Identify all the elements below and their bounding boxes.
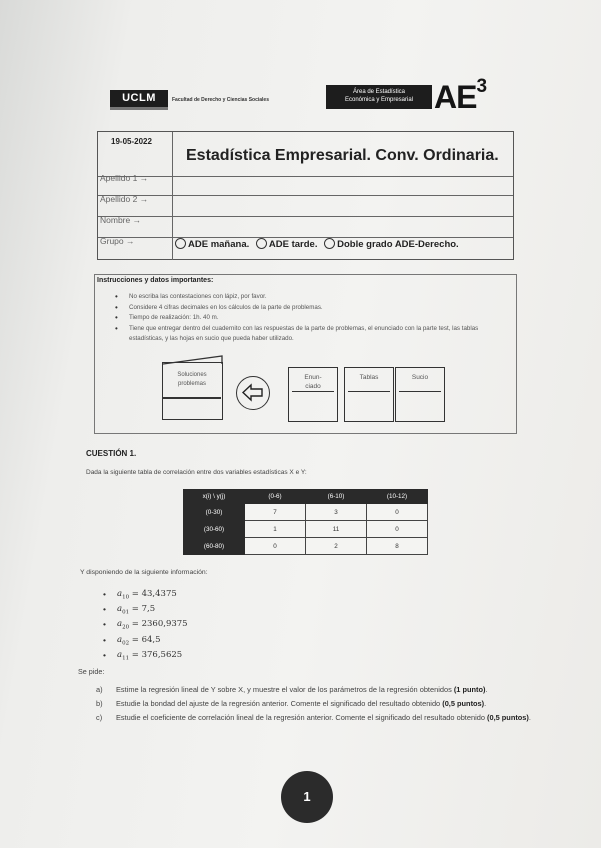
moment-value: = 64,5 bbox=[131, 634, 161, 645]
part-points: (0,5 puntos) bbox=[487, 713, 529, 722]
part-tail: . bbox=[484, 699, 487, 708]
sucio-doc-icon bbox=[395, 367, 445, 422]
row-divider bbox=[98, 195, 513, 196]
instructions-title: Instrucciones y datos importantes: bbox=[97, 277, 214, 284]
field-apellido-1-label: Apellido 1 → bbox=[100, 173, 149, 183]
question-title: CUESTIÓN 1. bbox=[86, 449, 137, 458]
header-divider bbox=[172, 132, 173, 176]
question-part bbox=[96, 698, 536, 709]
moment-item: • $a_{10} = 43,4375$ bbox=[103, 589, 188, 604]
table-row bbox=[184, 521, 428, 538]
sucio-label: Sucio bbox=[411, 374, 429, 381]
moment-item: • $a_{11} = 376,5625$ bbox=[103, 650, 188, 665]
question-parts bbox=[96, 684, 536, 726]
table-cell: 11 bbox=[306, 521, 367, 538]
solutions-booklet-label bbox=[163, 371, 221, 389]
table-cell: 7 bbox=[245, 504, 306, 521]
ae-logo-superscript: 3 bbox=[476, 76, 487, 98]
question-part bbox=[96, 712, 536, 723]
table-header-cell: (10-12) bbox=[367, 490, 428, 504]
moment-subscript: 01 bbox=[122, 609, 130, 616]
row-label: (0-30) bbox=[184, 504, 245, 521]
moment-value: = 2360,9375 bbox=[131, 619, 188, 630]
solutions-label-line-2: problemas bbox=[177, 381, 206, 387]
row-label: (60-80) bbox=[184, 538, 245, 555]
enunciado-label bbox=[289, 373, 337, 391]
table-row bbox=[184, 504, 428, 521]
uclm-logo-underline bbox=[110, 107, 168, 110]
table-header-cell: (6-10) bbox=[306, 490, 367, 504]
part-points: (0,5 puntos) bbox=[442, 699, 485, 708]
instruction-item: • No escriba las contestaciones con lápiz, por favor. bbox=[129, 292, 509, 303]
table-header-cell: x(i) \ y(j) bbox=[184, 490, 245, 504]
moment-subscript: 02 bbox=[122, 640, 130, 647]
part-letter: c) bbox=[96, 713, 103, 722]
part-text: Estudie el coeficiente de correlación lineal de la regresión anterior. Comente el significado del resultado obtenido bbox=[116, 713, 487, 722]
row-divider bbox=[98, 216, 513, 217]
arrow-left-icon bbox=[236, 376, 270, 410]
part-points: (1 punto) bbox=[453, 685, 486, 694]
table-cell: 0 bbox=[367, 504, 428, 521]
area-line-1: Área de Estadística bbox=[352, 89, 406, 95]
row-divider bbox=[98, 176, 513, 177]
tablas-doc-icon bbox=[344, 367, 394, 422]
field-apellido-2-label: Apellido 2 → bbox=[100, 194, 149, 204]
tablas-label: Tablas bbox=[359, 374, 379, 381]
table-cell: 8 bbox=[367, 538, 428, 555]
correlation-table bbox=[183, 489, 428, 555]
page-number: 1 bbox=[281, 771, 333, 823]
exam-header-table bbox=[97, 131, 514, 260]
moment-subscript: 11 bbox=[122, 655, 130, 662]
moment-subscript: 10 bbox=[122, 594, 130, 601]
moment-item: • $a_{02} = 64,5$ bbox=[103, 635, 188, 650]
booklet-fold bbox=[163, 397, 221, 399]
table-cell: 3 bbox=[306, 504, 367, 521]
part-text: Estudie la bondad del ajuste de la regresión anterior. Comente el significado del resultado obtenido bbox=[116, 699, 443, 708]
instruction-item: • Tiene que entregar dentro del cuadernito con las respuestas de la parte de problemas, el enunciado con la parte test, las tablas estadísticas, y las hojas en sucio que pueda haber utilizado. bbox=[129, 324, 509, 345]
moments-list bbox=[103, 589, 188, 665]
table-cell: 0 bbox=[245, 538, 306, 555]
group-option-doble-grado: Doble grado ADE-Derecho. bbox=[337, 239, 459, 250]
radio-circle-icon[interactable] bbox=[324, 238, 335, 249]
ae3-logo bbox=[434, 76, 487, 116]
moment-value: = 7,5 bbox=[131, 604, 156, 615]
uclm-logo bbox=[110, 90, 168, 107]
question-part bbox=[96, 684, 536, 695]
part-tail: . bbox=[528, 713, 531, 722]
table-cell: 2 bbox=[306, 538, 367, 555]
info-intro: Y disponiendo de la siguiente información: bbox=[80, 569, 208, 576]
ae-logo-text: AE bbox=[434, 79, 477, 115]
moment-subscript: 20 bbox=[122, 625, 130, 632]
exam-title: Estadística Empresarial. Conv. Ordinaria. bbox=[186, 147, 499, 164]
moment-item: • $a_{20} = 2360,9375$ bbox=[103, 619, 188, 634]
instruction-item: • Considere 4 cifras decimales en los cálculos de la parte de problemas. bbox=[129, 303, 509, 314]
field-divider bbox=[172, 176, 173, 260]
booklet-cover-icon bbox=[162, 355, 224, 365]
uclm-logo-text: UCLM bbox=[122, 92, 156, 104]
instructions-box bbox=[94, 274, 517, 434]
area-logo bbox=[326, 85, 432, 109]
part-letter: b) bbox=[96, 699, 103, 708]
moment-item: • $a_{01} = 7,5$ bbox=[103, 604, 188, 619]
area-line-2: Económica y Empresarial bbox=[344, 97, 414, 103]
moment-value: = 43,4375 bbox=[131, 589, 177, 599]
group-option-tarde: ADE tarde. bbox=[268, 239, 318, 250]
enunciado-label-line-2: ciado bbox=[305, 383, 321, 390]
se-pide-label: Se pide: bbox=[78, 667, 105, 676]
part-text: Estime la regresión lineal de Y sobre X, y muestre el valor de los parámetros de la regresión obtenidos bbox=[116, 685, 454, 694]
solutions-label-line-1: Soluciones bbox=[177, 372, 207, 378]
table-header-row bbox=[184, 490, 428, 504]
table-row bbox=[184, 538, 428, 555]
moment-value: = 376,5625 bbox=[131, 649, 183, 660]
faculty-name: Facultad de Derecho y Ciencias Sociales bbox=[172, 97, 269, 103]
part-tail: . bbox=[485, 685, 488, 694]
enunciado-doc-icon bbox=[288, 367, 338, 422]
instructions-list bbox=[129, 292, 509, 345]
radio-circle-icon[interactable] bbox=[175, 238, 186, 249]
arrow-left-glyph bbox=[237, 377, 268, 408]
group-options bbox=[175, 238, 459, 250]
table-header-cell: (0-6) bbox=[245, 490, 306, 504]
solutions-booklet-icon bbox=[162, 362, 223, 420]
part-letter: a) bbox=[96, 685, 103, 694]
exam-date: 19-05-2022 bbox=[111, 137, 152, 146]
instruction-item: • Tiempo de realización: 1h. 40 m. bbox=[129, 313, 509, 324]
table-cell: 1 bbox=[245, 521, 306, 538]
table-cell: 0 bbox=[367, 521, 428, 538]
field-grupo-label: Grupo → bbox=[100, 236, 135, 246]
group-option-manana: ADE mañana. bbox=[188, 239, 250, 250]
enunciado-label-line-1: Enun- bbox=[304, 374, 322, 381]
field-nombre-label: Nombre → bbox=[100, 215, 142, 225]
radio-circle-icon[interactable] bbox=[256, 238, 267, 249]
row-label: (30-60) bbox=[184, 521, 245, 538]
question-intro: Dada la siguiente tabla de correlación entre dos variables estadísticas X e Y: bbox=[86, 469, 307, 476]
